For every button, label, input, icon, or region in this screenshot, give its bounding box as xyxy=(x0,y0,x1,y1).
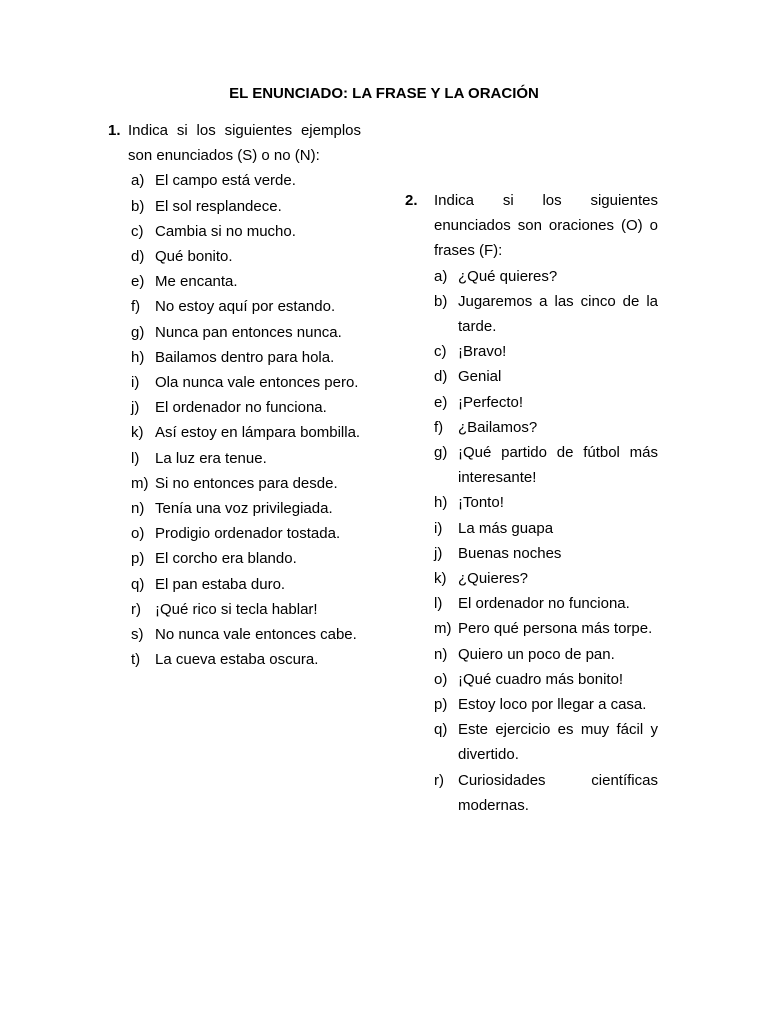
exercise-1 xyxy=(108,118,361,672)
item-text: El ordenador no funciona. xyxy=(155,399,327,417)
list-item xyxy=(131,521,361,546)
item-label: f) xyxy=(434,418,444,436)
item-text: Prodigio ordenador tostada. xyxy=(155,525,341,543)
list-item xyxy=(434,642,658,667)
item-text: La luz era tenue. xyxy=(155,449,267,467)
item-label: a) xyxy=(131,172,145,190)
item-text: Nunca pan entonces nunca. xyxy=(155,323,342,341)
item-text: Pero qué persona más torpe. xyxy=(458,620,653,638)
item-text: Jugaremos a las cinco de la tarde. xyxy=(458,292,658,336)
item-label: j) xyxy=(131,399,140,417)
item-label: e) xyxy=(434,393,448,411)
item-label: l) xyxy=(434,595,443,613)
item-label: r) xyxy=(434,771,444,789)
list-item xyxy=(434,264,658,289)
list-item xyxy=(434,415,658,440)
item-label: i) xyxy=(131,374,140,392)
list-item xyxy=(434,717,658,767)
item-label: m) xyxy=(131,474,149,492)
item-text: El ordenador no funciona. xyxy=(458,595,630,613)
list-item xyxy=(131,244,361,269)
list-item xyxy=(131,546,361,571)
page-title: EL ENUNCIADO: LA FRASE Y LA ORACIÓN xyxy=(229,85,539,102)
list-item xyxy=(131,597,361,622)
list-item xyxy=(434,591,658,616)
item-label: s) xyxy=(131,626,144,644)
list-item xyxy=(434,339,658,364)
list-item xyxy=(131,370,361,395)
item-text: La más guapa xyxy=(458,519,554,537)
exercise-1-list xyxy=(108,168,361,672)
item-label: h) xyxy=(131,348,145,366)
list-item xyxy=(434,440,658,490)
item-text: Tenía una voz privilegiada. xyxy=(155,500,333,518)
item-label: h) xyxy=(434,494,448,512)
list-item xyxy=(131,219,361,244)
list-item xyxy=(434,541,658,566)
list-item xyxy=(434,490,658,515)
item-text: ¡Bravo! xyxy=(458,343,507,361)
item-text: ¡Tonto! xyxy=(458,494,504,512)
item-label: t) xyxy=(131,651,141,669)
item-text: Estoy loco por llegar a casa. xyxy=(458,696,647,714)
list-item xyxy=(131,168,361,193)
item-text: Qué bonito. xyxy=(155,248,233,266)
list-item xyxy=(131,572,361,597)
item-label: b) xyxy=(131,197,145,215)
item-text: Me encanta. xyxy=(155,273,238,291)
list-item xyxy=(131,420,361,445)
item-text: Genial xyxy=(458,368,502,386)
item-text: ¡Qué rico si tecla hablar! xyxy=(155,600,318,618)
item-label: p) xyxy=(434,696,448,714)
item-text: La cueva estaba oscura. xyxy=(155,651,319,669)
item-label: d) xyxy=(434,368,448,386)
item-text: Curiosidades científicas modernas. xyxy=(458,771,658,814)
list-item xyxy=(131,622,361,647)
item-text: No nunca vale entonces cabe. xyxy=(155,626,357,644)
item-text: Ola nunca vale entonces pero. xyxy=(155,374,359,392)
list-item xyxy=(131,194,361,219)
exercise-2-heading xyxy=(405,188,658,264)
list-item xyxy=(131,446,361,471)
item-label: i) xyxy=(434,519,443,537)
item-label: o) xyxy=(131,525,145,543)
list-item xyxy=(131,269,361,294)
item-label: c) xyxy=(131,222,144,240)
item-label: j) xyxy=(434,544,443,562)
item-label: b) xyxy=(434,292,448,310)
item-text: El campo está verde. xyxy=(155,172,296,190)
exercise-1-number: 1. xyxy=(108,122,121,139)
list-item xyxy=(434,566,658,591)
item-text: El sol resplandece. xyxy=(155,197,282,215)
item-text: Cambia si no mucho. xyxy=(155,222,296,240)
exercise-1-instruction: Indica si los siguientes ejemplos son enunciados (S) o no (N): xyxy=(128,122,361,165)
item-text: Así estoy en lámpara bombilla. xyxy=(155,424,361,442)
item-label: g) xyxy=(131,323,145,341)
list-item xyxy=(131,647,361,672)
item-text: Este ejercicio es muy fácil y divertido. xyxy=(458,721,658,764)
list-item xyxy=(131,294,361,319)
item-label: e) xyxy=(131,273,145,291)
item-label: k) xyxy=(131,424,144,442)
item-label: d) xyxy=(131,248,145,266)
exercise-2-instruction: Indica si los siguientes enunciados son oraciones (O) o frases (F): xyxy=(434,192,658,260)
item-label: q) xyxy=(131,575,145,593)
item-text: El corcho era blando. xyxy=(155,550,297,568)
list-item xyxy=(131,395,361,420)
item-label: n) xyxy=(131,500,145,518)
list-item xyxy=(434,390,658,415)
exercise-2-number: 2. xyxy=(405,192,418,209)
item-label: k) xyxy=(434,570,447,588)
list-item xyxy=(434,667,658,692)
list-item xyxy=(434,364,658,389)
item-label: l) xyxy=(131,449,140,467)
item-text: El pan estaba duro. xyxy=(155,575,286,593)
item-text: Bailamos dentro para hola. xyxy=(155,348,335,366)
list-item xyxy=(434,616,658,641)
item-label: m) xyxy=(434,620,452,638)
list-item xyxy=(434,289,658,339)
item-text: ¡Qué partido de fútbol más interesante! xyxy=(458,444,658,487)
item-text: ¿Qué quieres? xyxy=(458,267,558,285)
item-label: n) xyxy=(434,645,448,663)
item-label: p) xyxy=(131,550,145,568)
list-item xyxy=(131,471,361,496)
exercise-1-heading xyxy=(108,118,361,168)
item-label: c) xyxy=(434,343,447,361)
exercise-2-list xyxy=(405,264,658,818)
list-item xyxy=(131,496,361,521)
item-text: Buenas noches xyxy=(458,544,562,562)
item-label: g) xyxy=(434,444,448,462)
item-label: r) xyxy=(131,600,141,618)
item-text: Si no entonces para desde. xyxy=(155,474,338,492)
list-item xyxy=(131,345,361,370)
item-label: q) xyxy=(434,721,448,739)
exercise-2 xyxy=(405,188,658,818)
list-item xyxy=(434,768,658,818)
item-label: f) xyxy=(131,298,141,316)
item-text: Quiero un poco de pan. xyxy=(458,645,615,663)
item-label: o) xyxy=(434,670,448,688)
item-text: No estoy aquí por estando. xyxy=(155,298,336,316)
list-item xyxy=(434,692,658,717)
list-item xyxy=(434,516,658,541)
item-text: ¿Quieres? xyxy=(458,570,529,588)
item-text: ¿Bailamos? xyxy=(458,418,538,436)
list-item xyxy=(131,320,361,345)
item-label: a) xyxy=(434,267,448,285)
item-text: ¡Qué cuadro más bonito! xyxy=(458,670,624,688)
item-text: ¡Perfecto! xyxy=(458,393,524,411)
